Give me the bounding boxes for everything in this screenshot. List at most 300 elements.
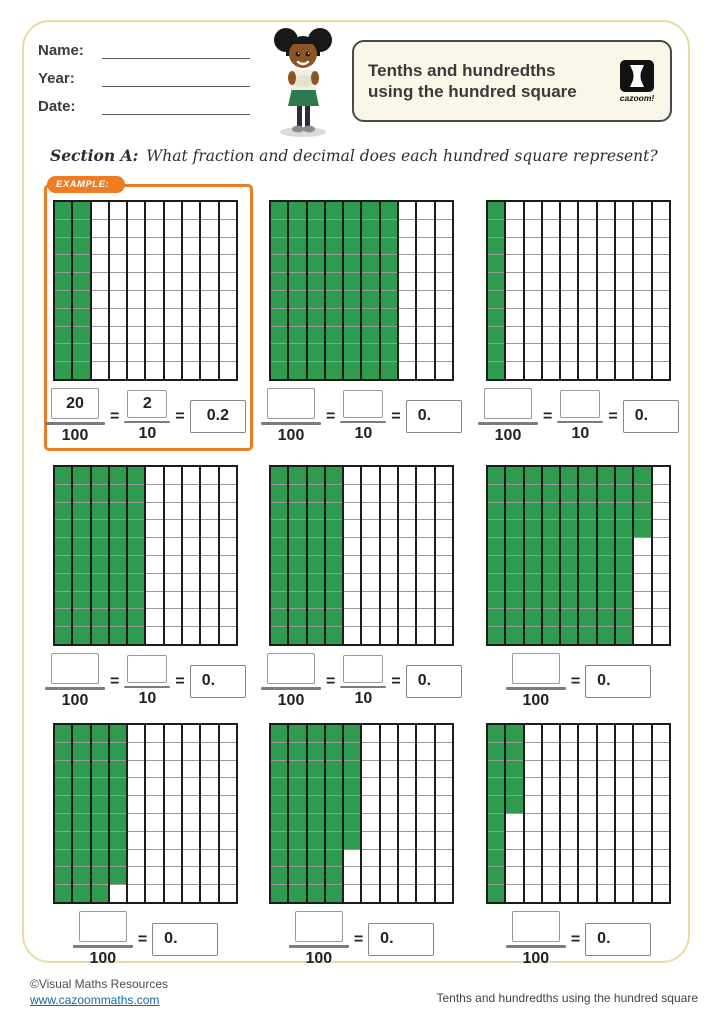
empty-cell: [165, 485, 181, 503]
empty-cell: [362, 796, 378, 814]
shaded-cell: [326, 609, 342, 627]
shaded-cell: [308, 273, 324, 291]
shaded-cell: [488, 761, 504, 779]
empty-cell: [436, 609, 452, 627]
shaded-cell: [506, 796, 522, 814]
empty-cell: [362, 574, 378, 592]
grid-column: [399, 467, 417, 644]
shaded-cell: [92, 796, 108, 814]
shaded-cell: [73, 814, 89, 832]
empty-cell: [634, 556, 650, 574]
empty-cell: [362, 867, 378, 885]
shaded-cell: [271, 362, 287, 379]
shaded-cell: [73, 885, 89, 902]
empty-cell: [543, 344, 559, 362]
shaded-cell: [271, 238, 287, 256]
empty-cell: [653, 520, 669, 538]
shaded-cell: [525, 485, 541, 503]
empty-cell: [220, 273, 236, 291]
empty-cell: [362, 761, 378, 779]
empty-cell: [506, 850, 522, 868]
empty-cell: [598, 362, 614, 379]
empty-cell: [543, 327, 559, 345]
empty-cell: [634, 867, 650, 885]
shaded-cell: [326, 273, 342, 291]
shaded-cell: [344, 220, 360, 238]
shaded-cell: [271, 867, 287, 885]
empty-cell: [165, 814, 181, 832]
empty-cell: [525, 850, 541, 868]
section-question: What fraction and decimal does each hundred square represent?: [146, 147, 658, 165]
decimal-answer-box: 0.: [406, 665, 462, 698]
hundredths-fraction: [73, 911, 133, 968]
empty-cell: [579, 778, 595, 796]
cazoom-logo-text: cazoom!: [619, 92, 655, 103]
shaded-cell: [289, 362, 305, 379]
empty-cell: [146, 538, 162, 556]
empty-cell: [399, 327, 415, 345]
shaded-cell: [326, 832, 342, 850]
shaded-cell: [362, 273, 378, 291]
shaded-cell: [579, 520, 595, 538]
grid-column: [271, 467, 289, 644]
empty-cell: [183, 832, 199, 850]
shaded-cell: [128, 485, 144, 503]
empty-cell: [399, 796, 415, 814]
empty-cell: [616, 309, 632, 327]
empty-cell: [653, 814, 669, 832]
shaded-cell: [326, 291, 342, 309]
copyright-text: ©Visual Maths Resources: [30, 977, 169, 991]
answer-row: [261, 388, 462, 445]
shaded-cell: [73, 362, 89, 379]
grid-column: [506, 467, 524, 644]
empty-cell: [381, 627, 397, 644]
empty-cell: [653, 609, 669, 627]
empty-cell: [506, 327, 522, 345]
shaded-cell: [344, 291, 360, 309]
empty-cell: [362, 520, 378, 538]
empty-cell: [183, 867, 199, 885]
empty-cell: [201, 503, 217, 521]
shaded-cell: [271, 220, 287, 238]
empty-cell: [146, 309, 162, 327]
empty-cell: [653, 485, 669, 503]
grid-column: [634, 202, 652, 379]
empty-cell: [399, 503, 415, 521]
empty-cell: [146, 609, 162, 627]
equals-sign: =: [543, 408, 553, 426]
empty-cell: [598, 778, 614, 796]
empty-cell: [165, 538, 181, 556]
empty-cell: [146, 832, 162, 850]
tenths-denominator: 10: [354, 690, 373, 708]
empty-cell: [634, 220, 650, 238]
empty-cell: [653, 238, 669, 256]
empty-cell: [110, 202, 126, 220]
empty-cell: [579, 885, 595, 902]
shaded-cell: [289, 761, 305, 779]
shaded-cell: [488, 503, 504, 521]
empty-cell: [634, 273, 650, 291]
shaded-cell: [289, 503, 305, 521]
empty-cell: [220, 467, 236, 485]
empty-cell: [362, 467, 378, 485]
shaded-cell: [326, 778, 342, 796]
shaded-cell: [561, 627, 577, 644]
grid-column: [598, 467, 616, 644]
empty-cell: [183, 362, 199, 379]
shaded-cell: [326, 362, 342, 379]
shaded-cell: [289, 743, 305, 761]
shaded-cell: [543, 574, 559, 592]
shaded-cell: [506, 503, 522, 521]
shaded-cell: [289, 725, 305, 743]
empty-cell: [92, 273, 108, 291]
grid-column: [525, 725, 543, 902]
empty-cell: [201, 485, 217, 503]
empty-cell: [220, 743, 236, 761]
empty-cell: [417, 238, 433, 256]
shaded-cell: [289, 309, 305, 327]
empty-cell: [381, 885, 397, 902]
empty-cell: [201, 202, 217, 220]
empty-cell: [165, 609, 181, 627]
empty-cell: [201, 885, 217, 902]
empty-cell: [579, 220, 595, 238]
empty-cell: [634, 832, 650, 850]
shaded-cell: [616, 574, 632, 592]
shaded-cell: [326, 743, 342, 761]
empty-cell: [616, 885, 632, 902]
empty-cell: [381, 574, 397, 592]
empty-cell: [362, 485, 378, 503]
empty-cell: [165, 503, 181, 521]
grid-column: [634, 725, 652, 902]
empty-cell: [201, 238, 217, 256]
empty-cell: [561, 761, 577, 779]
shaded-cell: [308, 520, 324, 538]
empty-cell: [436, 327, 452, 345]
tenths-denominator: 10: [138, 690, 157, 708]
empty-cell: [561, 255, 577, 273]
empty-cell: [525, 238, 541, 256]
empty-cell: [436, 574, 452, 592]
grid-column: [344, 202, 362, 379]
website-link[interactable]: www.cazoommaths.com: [30, 993, 160, 1008]
answer-row: [261, 653, 462, 710]
empty-cell: [616, 362, 632, 379]
empty-cell: [653, 627, 669, 644]
answer-row: [45, 388, 246, 445]
section-label: Section A:: [50, 146, 139, 165]
equals-sign: =: [353, 931, 364, 949]
shaded-cell: [308, 627, 324, 644]
empty-cell: [183, 309, 199, 327]
shaded-cell: [271, 574, 287, 592]
shaded-cell: [506, 627, 522, 644]
grid-column: [183, 725, 201, 902]
shaded-cell: [362, 344, 378, 362]
shaded-cell: [73, 761, 89, 779]
grid-column: [381, 467, 399, 644]
empty-cell: [506, 362, 522, 379]
hundred-square-unit-3: [478, 192, 695, 445]
shaded-cell: [289, 627, 305, 644]
decimal-answer-box: 0.: [585, 923, 651, 956]
empty-cell: [146, 291, 162, 309]
tenths-fraction: [124, 390, 170, 444]
grid-column: [543, 725, 561, 902]
shaded-cell: [561, 592, 577, 610]
year-label: Year:: [38, 70, 75, 87]
empty-cell: [128, 309, 144, 327]
empty-cell: [399, 609, 415, 627]
shaded-cell: [579, 627, 595, 644]
shaded-cell: [308, 885, 324, 902]
empty-cell: [579, 850, 595, 868]
empty-cell: [653, 344, 669, 362]
empty-cell: [506, 344, 522, 362]
empty-cell: [399, 538, 415, 556]
grid-column: [220, 725, 236, 902]
hundredths-denominator: 100: [61, 691, 89, 709]
empty-cell: [165, 725, 181, 743]
empty-cell: [653, 832, 669, 850]
empty-cell: [543, 202, 559, 220]
hundredths-numerator-box: [267, 388, 315, 419]
shaded-cell: [362, 362, 378, 379]
empty-cell: [598, 291, 614, 309]
empty-cell: [653, 885, 669, 902]
shaded-cell: [598, 627, 614, 644]
grid-column: [128, 725, 146, 902]
shaded-cell: [579, 556, 595, 574]
shaded-cell: [525, 520, 541, 538]
empty-cell: [220, 832, 236, 850]
empty-cell: [616, 220, 632, 238]
tenths-denominator: 10: [138, 425, 157, 443]
empty-cell: [399, 362, 415, 379]
empty-cell: [220, 309, 236, 327]
empty-cell: [417, 202, 433, 220]
empty-cell: [579, 725, 595, 743]
empty-cell: [436, 725, 452, 743]
grid-column: [92, 725, 110, 902]
shaded-cell: [55, 503, 71, 521]
hundred-square-unit-1: [45, 192, 262, 445]
shaded-cell: [271, 520, 287, 538]
shaded-cell: [561, 485, 577, 503]
shaded-cell: [362, 291, 378, 309]
empty-cell: [220, 778, 236, 796]
shaded-cell: [506, 574, 522, 592]
empty-cell: [634, 885, 650, 902]
shaded-cell: [271, 273, 287, 291]
empty-cell: [561, 832, 577, 850]
shaded-cell: [326, 592, 342, 610]
shaded-cell: [289, 467, 305, 485]
shaded-cell: [73, 309, 89, 327]
shaded-cell: [543, 627, 559, 644]
shaded-cell: [55, 309, 71, 327]
shaded-cell: [55, 574, 71, 592]
hundredths-numerator-box: [512, 653, 560, 684]
empty-cell: [525, 725, 541, 743]
empty-cell: [543, 725, 559, 743]
empty-cell: [525, 867, 541, 885]
year-write-line: [102, 70, 250, 87]
empty-cell: [362, 556, 378, 574]
shaded-cell: [308, 344, 324, 362]
shaded-cell: [55, 291, 71, 309]
empty-cell: [399, 574, 415, 592]
empty-cell: [362, 592, 378, 610]
shaded-cell: [271, 467, 287, 485]
empty-cell: [220, 556, 236, 574]
shaded-cell: [543, 538, 559, 556]
grid-column: [128, 202, 146, 379]
empty-cell: [165, 362, 181, 379]
empty-cell: [220, 220, 236, 238]
empty-cell: [183, 814, 199, 832]
empty-cell: [653, 503, 669, 521]
shaded-cell: [362, 238, 378, 256]
empty-cell: [436, 796, 452, 814]
hundred-square-unit-6: [478, 457, 695, 710]
grid-column: [506, 202, 524, 379]
shaded-cell: [616, 627, 632, 644]
empty-cell: [417, 556, 433, 574]
shaded-cell: [271, 743, 287, 761]
hundredths-numerator-box: [51, 653, 99, 684]
tenths-denominator: 10: [571, 425, 590, 443]
empty-cell: [506, 291, 522, 309]
empty-cell: [561, 867, 577, 885]
empty-cell: [110, 362, 126, 379]
decimal-answer-box: 0.: [585, 665, 651, 698]
shaded-cell: [579, 592, 595, 610]
shaded-cell: [92, 627, 108, 644]
shaded-cell: [73, 291, 89, 309]
shaded-cell: [598, 520, 614, 538]
shaded-cell: [561, 574, 577, 592]
empty-cell: [417, 273, 433, 291]
shaded-cell: [55, 238, 71, 256]
grid-column: [417, 202, 435, 379]
empty-cell: [598, 309, 614, 327]
empty-cell: [92, 255, 108, 273]
empty-cell: [146, 574, 162, 592]
shaded-cell: [110, 743, 126, 761]
empty-cell: [598, 814, 614, 832]
hundred-square-grid: [53, 465, 238, 646]
empty-cell: [183, 220, 199, 238]
hundred-square-grid: [486, 465, 671, 646]
shaded-cell: [55, 725, 71, 743]
shaded-cell: [543, 485, 559, 503]
empty-cell: [399, 344, 415, 362]
shaded-cell: [110, 467, 126, 485]
empty-cell: [399, 467, 415, 485]
shaded-cell: [289, 255, 305, 273]
empty-cell: [399, 238, 415, 256]
empty-cell: [561, 327, 577, 345]
shaded-cell: [616, 538, 632, 556]
empty-cell: [598, 327, 614, 345]
shaded-cell: [92, 574, 108, 592]
grid-column: [308, 202, 326, 379]
shaded-cell: [543, 503, 559, 521]
shaded-cell: [271, 761, 287, 779]
empty-cell: [579, 796, 595, 814]
empty-cell: [201, 814, 217, 832]
empty-cell: [525, 743, 541, 761]
shaded-cell: [362, 255, 378, 273]
shaded-cell: [308, 592, 324, 610]
shaded-cell: [616, 520, 632, 538]
grid-column: [55, 202, 73, 379]
empty-cell: [381, 814, 397, 832]
grid-column: [399, 725, 417, 902]
shaded-cell: [598, 556, 614, 574]
empty-cell: [399, 556, 415, 574]
empty-cell: [579, 291, 595, 309]
empty-cell: [201, 867, 217, 885]
shaded-cell: [73, 609, 89, 627]
shaded-cell: [362, 327, 378, 345]
decimal-answer-box: 0.: [368, 923, 434, 956]
shaded-cell: [289, 592, 305, 610]
empty-cell: [417, 885, 433, 902]
empty-cell: [165, 273, 181, 291]
shaded-cell: [73, 538, 89, 556]
empty-cell: [525, 220, 541, 238]
shaded-cell: [289, 574, 305, 592]
shaded-cell: [73, 344, 89, 362]
hundredths-denominator: 100: [305, 949, 333, 967]
shaded-cell: [506, 761, 522, 779]
shaded-cell: [110, 538, 126, 556]
empty-cell: [146, 850, 162, 868]
empty-cell: [183, 850, 199, 868]
empty-cell: [399, 273, 415, 291]
empty-cell: [543, 273, 559, 291]
fraction-bar: [124, 686, 170, 689]
shaded-cell: [308, 238, 324, 256]
name-write-line: [102, 42, 250, 59]
fraction-bar: [73, 945, 133, 948]
empty-cell: [653, 850, 669, 868]
shaded-cell: [543, 609, 559, 627]
shaded-cell: [128, 520, 144, 538]
shaded-cell: [598, 503, 614, 521]
grid-column: [653, 467, 669, 644]
empty-cell: [201, 778, 217, 796]
empty-cell: [436, 850, 452, 868]
empty-cell: [525, 344, 541, 362]
empty-cell: [598, 238, 614, 256]
empty-cell: [561, 344, 577, 362]
shaded-cell: [579, 574, 595, 592]
empty-cell: [616, 725, 632, 743]
empty-cell: [183, 327, 199, 345]
shaded-cell: [488, 832, 504, 850]
shaded-cell: [289, 273, 305, 291]
grid-column: [289, 467, 307, 644]
empty-cell: [165, 255, 181, 273]
grid-column: [183, 202, 201, 379]
